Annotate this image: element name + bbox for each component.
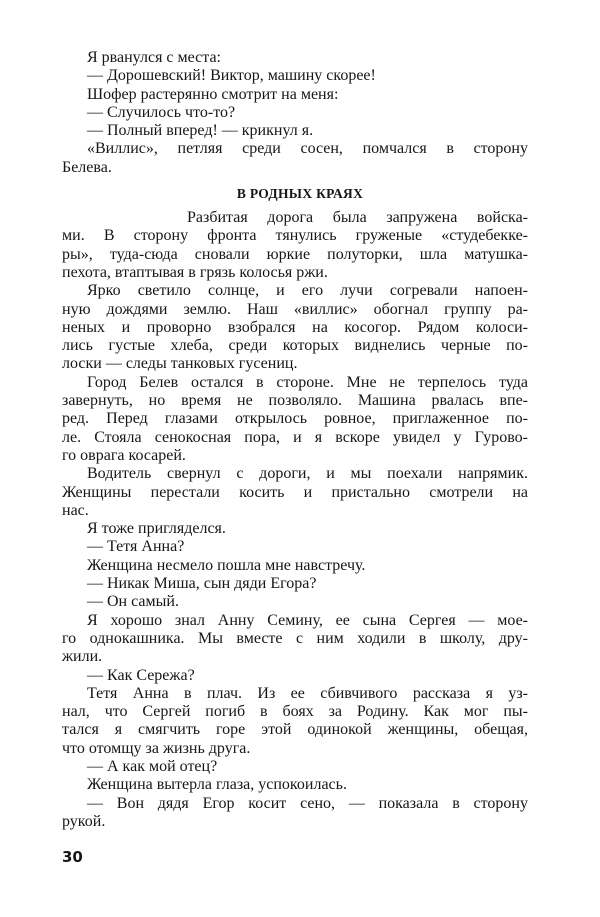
- text-line: жили.: [62, 648, 103, 666]
- text-line: Я тоже пригляделся.: [87, 520, 226, 538]
- text-line: — Вон дядя Егор косит сено, — показала в сторону: [87, 794, 528, 812]
- text-line: Город Белев остался в стороне. Мне не терпелось туда: [87, 373, 528, 391]
- text-section-intro: [62, 49, 528, 177]
- text-line: что отомщу за жизнь друга.: [62, 739, 251, 757]
- text-line: лоски — следы танковых гусениц.: [62, 355, 298, 373]
- text-line: нал, что Сергей погиб в боях за Родину. Как мог пы-: [62, 703, 528, 721]
- text-line: го оврага косарей.: [62, 446, 186, 464]
- text-line: ред. Перед глазами открылось ровное, приглаженное по-: [62, 410, 528, 428]
- text-line: Ярко светило солнце, и его лучи согревали напоен-: [87, 282, 528, 300]
- text-section-chapter: [62, 209, 528, 831]
- text-line: — Случилось что-то?: [87, 103, 236, 121]
- text-line: Женщина вытерла глаза, успокоилась.: [87, 776, 347, 794]
- text-line: Белева.: [62, 158, 112, 176]
- text-line: — Он самый.: [87, 593, 179, 611]
- text-line: го однокашника. Мы вместе с ним ходили в школу, дру-: [62, 629, 528, 647]
- text-line: ле. Стояла сенокосная пора, и я вскоре увидел у Гурово-: [62, 428, 528, 446]
- text-line: Женщины перестали косить и пристально смотрели на: [62, 483, 528, 501]
- text-line: нас.: [62, 501, 89, 519]
- text-line: Разбитая дорога была запружена войска-: [187, 209, 528, 227]
- text-line: лись густые хлеба, среди которых виднелись черные по-: [62, 337, 528, 355]
- text-line: рукой.: [62, 812, 106, 830]
- chapter-heading: В РОДНЫХ КРАЯХ: [236, 186, 364, 202]
- text-line: Я рванулся с места:: [87, 49, 221, 66]
- text-line: неных и проворно взобрался на косогор. Рядом колоси-: [62, 318, 528, 336]
- text-line: Шофер растерянно смотрит на меня:: [87, 85, 339, 103]
- book-page-text: [62, 49, 528, 831]
- text-line: ми. В сторону фронта тянулись груженые «студебекке-: [62, 227, 528, 245]
- text-line: — Как Сережа?: [87, 666, 195, 684]
- text-line: «Виллис», петляя среди сосен, помчался в сторону: [87, 140, 528, 158]
- text-line: — Полный вперед! — крикнул я.: [87, 122, 314, 140]
- text-line: завернуть, но время не позволяло. Машина рвалась впе-: [62, 392, 528, 410]
- text-line: Я хорошо знал Анну Семину, ее сына Сергея — мое-: [87, 611, 528, 629]
- page-number: 30: [62, 848, 83, 866]
- text-line: — Тетя Анна?: [87, 538, 185, 556]
- text-line: ную дождями землю. Наш «виллис» обогнал группу ра-: [62, 300, 528, 318]
- text-line: Тетя Анна в плач. Из ее сбивчивого рассказа я уз-: [87, 684, 528, 702]
- text-line: пехота, втаптывая в грязь колосья ржи.: [62, 263, 328, 281]
- text-line: Женщина несмело пошла мне навстречу.: [87, 556, 366, 574]
- text-line: — Никак Миша, сын дяди Егора?: [87, 575, 317, 593]
- text-line: ры», туда-сюда сновали юркие полуторки, шла матушка-: [62, 245, 528, 263]
- text-line: — Дорошевский! Виктор, машину скорее!: [87, 67, 376, 85]
- text-line: Водитель свернул с дороги, и мы поехали напрямик.: [87, 465, 528, 483]
- text-line: тался я смягчить горе этой одинокой женщины, обещая,: [62, 721, 528, 739]
- text-line: — А как мой отец?: [87, 757, 218, 775]
